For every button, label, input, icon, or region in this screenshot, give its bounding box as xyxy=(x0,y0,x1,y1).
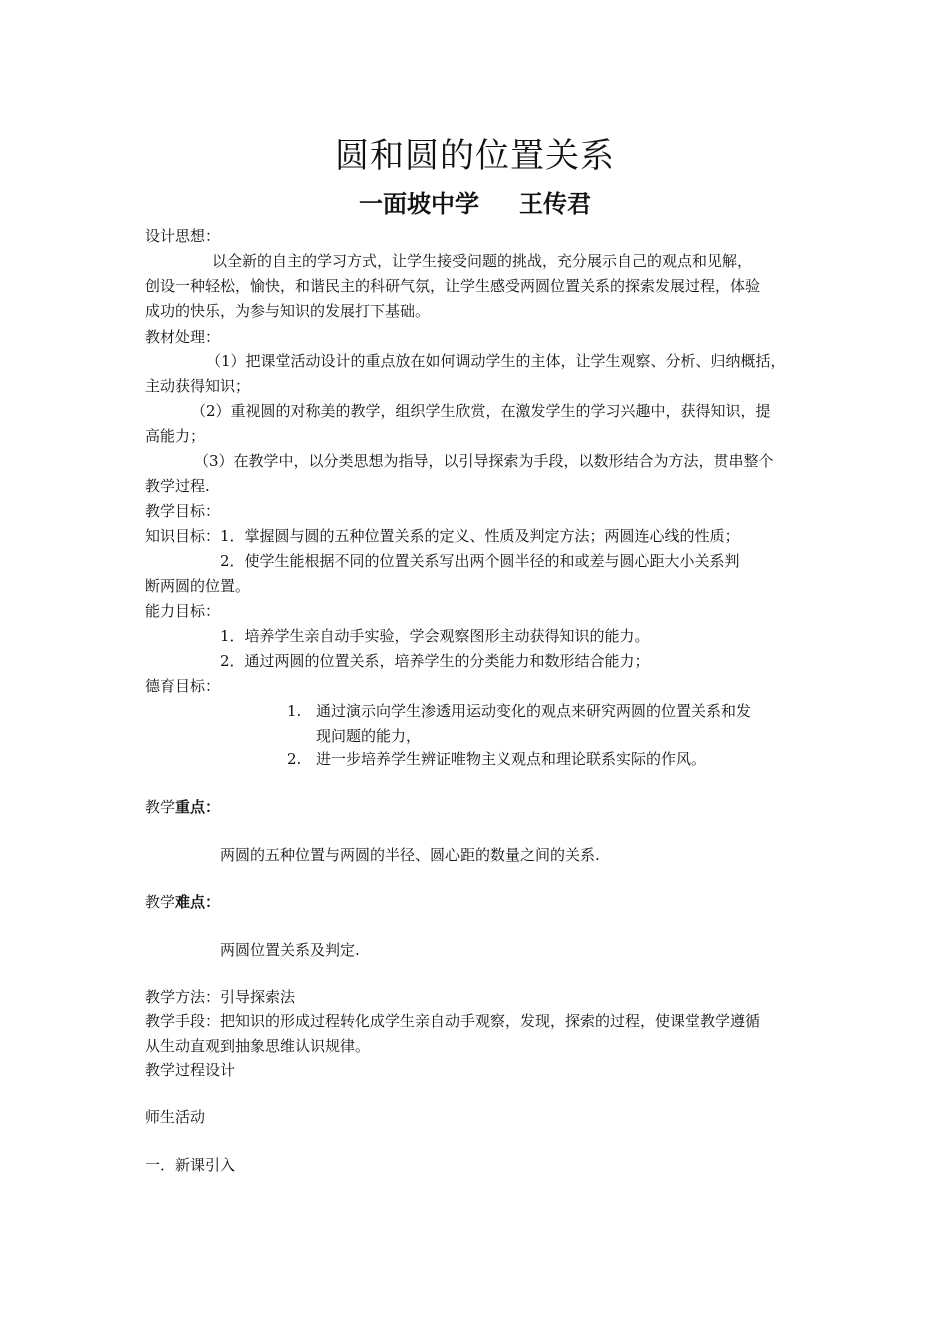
difficulty-text: 两圆位置关系及判定. xyxy=(220,941,360,959)
design-line: 以全新的自主的学习方式，让学生接受问题的挑战，充分展示自己的观点和见解， xyxy=(212,252,753,270)
teaching-means: 教学手段：把知识的形成过程转化成学生亲自动手观察，发现，探索的过程，使课堂教学遵循 xyxy=(145,1012,761,1030)
material-line: （1）把课堂活动设计的重点放在如何调动学生的主体，让学生观察、分析、归纳概括， xyxy=(206,352,786,370)
ability-item: 1．培养学生亲自动手实验，学会观察图形主动获得知识的能力。 xyxy=(220,627,650,645)
school-name: 一面坡中学 xyxy=(359,190,479,218)
material-line: 高能力； xyxy=(145,427,206,445)
key-point-label-bold: 重点： xyxy=(175,798,221,816)
difficulty-heading xyxy=(145,892,220,912)
ability-label: 能力目标： xyxy=(145,602,221,620)
moral-item-number: 2. xyxy=(287,750,302,768)
material-line: 主动获得知识； xyxy=(145,377,251,395)
knowledge-item: 2．使学生能根据不同的位置关系写出两个圆半径的和或差与圆心距大小关系判 xyxy=(220,552,740,570)
document-title: 圆和圆的位置关系 xyxy=(335,136,615,176)
author-name: 王传君 xyxy=(519,190,591,218)
moral-item: 进一步培养学生辨证唯物主义观点和理论联系实际的作风。 xyxy=(316,750,707,768)
section-heading: 一．新课引入 xyxy=(145,1156,236,1174)
activity-heading: 师生活动 xyxy=(145,1108,206,1126)
document-subtitle xyxy=(0,184,950,219)
material-line: 教学过程. xyxy=(145,477,210,495)
goals-heading: 教学目标： xyxy=(145,502,221,520)
knowledge-label: 知识目标： xyxy=(145,527,221,545)
knowledge-item-cont: 断两圆的位置。 xyxy=(145,577,251,595)
moral-item-number: 1. xyxy=(287,702,302,720)
key-point-label: 教学 xyxy=(145,798,176,816)
design-heading: 设计思想： xyxy=(145,227,221,245)
key-point-text: 两圆的五种位置与两圆的半径、圆心距的数量之间的关系. xyxy=(220,846,600,864)
key-point-heading xyxy=(145,797,220,817)
material-line: （3）在教学中，以分类思想为指导，以引导探索为手段，以数形结合为方法，贯串整个 xyxy=(194,452,774,470)
design-line: 创设一种轻松，愉快，和谐民主的科研气氛，让学生感受两圆位置关系的探索发展过程，体验 xyxy=(145,277,761,295)
difficulty-label: 教学 xyxy=(145,893,176,911)
ability-item: 2．通过两圆的位置关系，培养学生的分类能力和数形结合能力； xyxy=(220,652,650,670)
moral-item: 通过演示向学生渗透用运动变化的观点来研究两圆的位置关系和发 xyxy=(316,702,752,720)
process-heading: 教学过程设计 xyxy=(145,1061,236,1079)
design-line: 成功的快乐，为参与知识的发展打下基础。 xyxy=(145,302,431,320)
knowledge-item: 1．掌握圆与圆的五种位置关系的定义、性质及判定方法；两圆连心线的性质； xyxy=(220,527,740,545)
material-line: （2）重视圆的对称美的教学，组织学生欣赏，在激发学生的学习兴趣中，获得知识，提 xyxy=(191,402,771,420)
material-heading: 教材处理： xyxy=(145,328,221,346)
teaching-means-cont: 从生动直观到抽象思维认识规律。 xyxy=(145,1037,371,1055)
knowledge-goal xyxy=(145,526,740,546)
moral-item-cont: 现问题的能力， xyxy=(316,727,422,745)
teaching-method: 教学方法：引导探索法 xyxy=(145,988,296,1006)
difficulty-label-bold: 难点： xyxy=(175,893,221,911)
moral-label: 德育目标： xyxy=(145,677,221,695)
